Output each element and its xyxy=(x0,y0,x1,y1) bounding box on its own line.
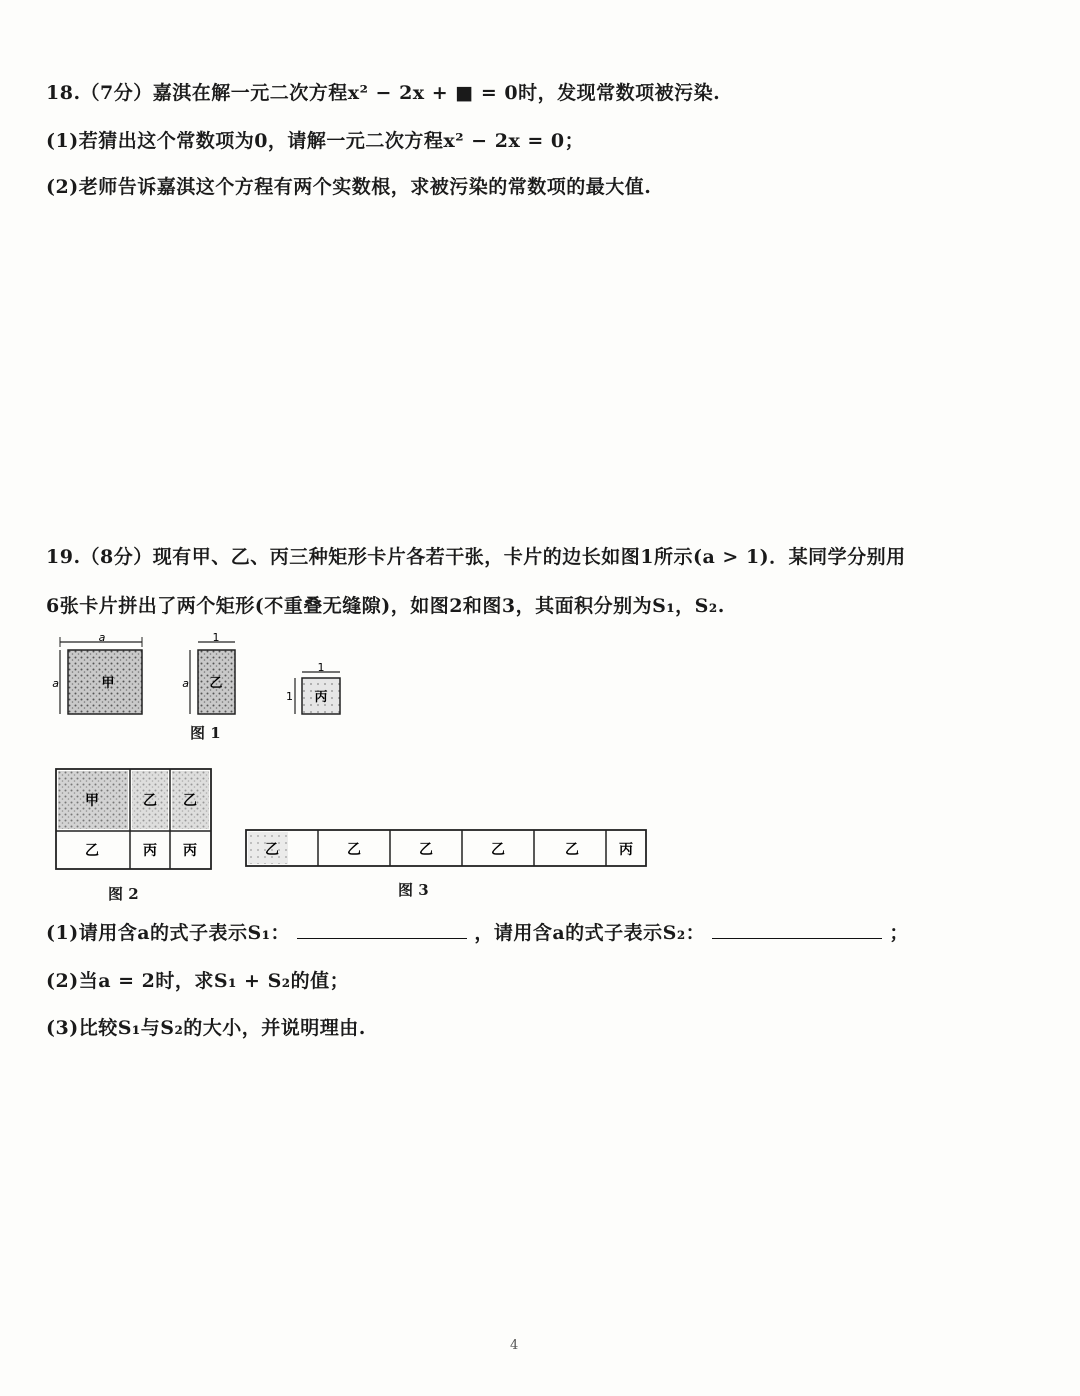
figure-2 xyxy=(52,765,217,875)
dim-a-left: a xyxy=(52,677,59,690)
answer-blank-s1[interactable] xyxy=(297,920,467,939)
q19-stem-line1: 19.（8分）现有甲、乙、丙三种矩形卡片各若干张，卡片的边长如图1所示(a > 1)．某同学分别用 xyxy=(46,546,906,568)
q19-part2: (2)当a = 2时，求S₁ + S₂的值； xyxy=(46,970,350,992)
answer-blank-s2[interactable] xyxy=(712,920,882,939)
fig3-cell-5: 丙 xyxy=(619,842,633,858)
fig3-cell-4: 乙 xyxy=(565,842,579,858)
dim-a-yi: a xyxy=(182,677,189,690)
q19-part1 xyxy=(46,918,909,945)
fig2-bottom-0: 乙 xyxy=(85,843,99,859)
fig2-top-0: 甲 xyxy=(85,793,99,809)
figure-1 xyxy=(50,632,370,722)
label-jia: 甲 xyxy=(101,676,115,691)
dim-a-top: a xyxy=(98,632,106,644)
q19-part1-c: ； xyxy=(889,922,909,944)
q18-part1: (1)若猜出这个常数项为0，请解一元二次方程x² − 2x = 0； xyxy=(46,130,585,152)
fig3-cell-2: 乙 xyxy=(419,842,433,858)
label-yi: 乙 xyxy=(209,676,223,691)
fig3-cell-3: 乙 xyxy=(491,842,505,858)
fig3-cell-1: 乙 xyxy=(347,842,361,858)
q19-stem-line2: 6张卡片拼出了两个矩形(不重叠无缝隙)，如图2和图3，其面积分别为S₁，S₂. xyxy=(46,595,725,617)
figure-3-caption: 图 3 xyxy=(398,881,429,899)
figure-1-caption: 图 1 xyxy=(190,724,221,742)
fig2-top-2: 乙 xyxy=(183,793,197,809)
dim-1-top: 1 xyxy=(212,632,220,644)
figure-2-caption: 图 2 xyxy=(108,885,139,903)
figure-3 xyxy=(242,826,650,872)
label-bing: 丙 xyxy=(314,690,328,705)
card-yi xyxy=(182,632,235,714)
q19-part3: (3)比较S₁与S₂的大小，并说明理由. xyxy=(46,1017,366,1039)
fig2-bottom-1: 丙 xyxy=(143,843,157,859)
q18-part2: (2)老师告诉嘉淇这个方程有两个实数根，求被污染的常数项的最大值. xyxy=(46,176,652,198)
card-jia xyxy=(52,632,142,714)
q19-part1-b: ，请用含a的式子表示S₂： xyxy=(474,922,706,944)
fig2-top-1: 乙 xyxy=(143,793,157,809)
page-number: 4 xyxy=(510,1338,519,1353)
q19-part1-a: (1)请用含a的式子表示S₁： xyxy=(46,922,291,944)
fig2-bottom-2: 丙 xyxy=(183,843,197,859)
fig3-cell-0: 乙 xyxy=(265,842,279,858)
dim-1-bing-left: 1 xyxy=(286,690,293,703)
q18-stem: 18.（7分）嘉淇在解一元二次方程x² − 2x + ■ = 0时，发现常数项被污染. xyxy=(46,82,721,104)
card-bing xyxy=(286,661,340,714)
dim-1-bing-top: 1 xyxy=(317,661,325,674)
